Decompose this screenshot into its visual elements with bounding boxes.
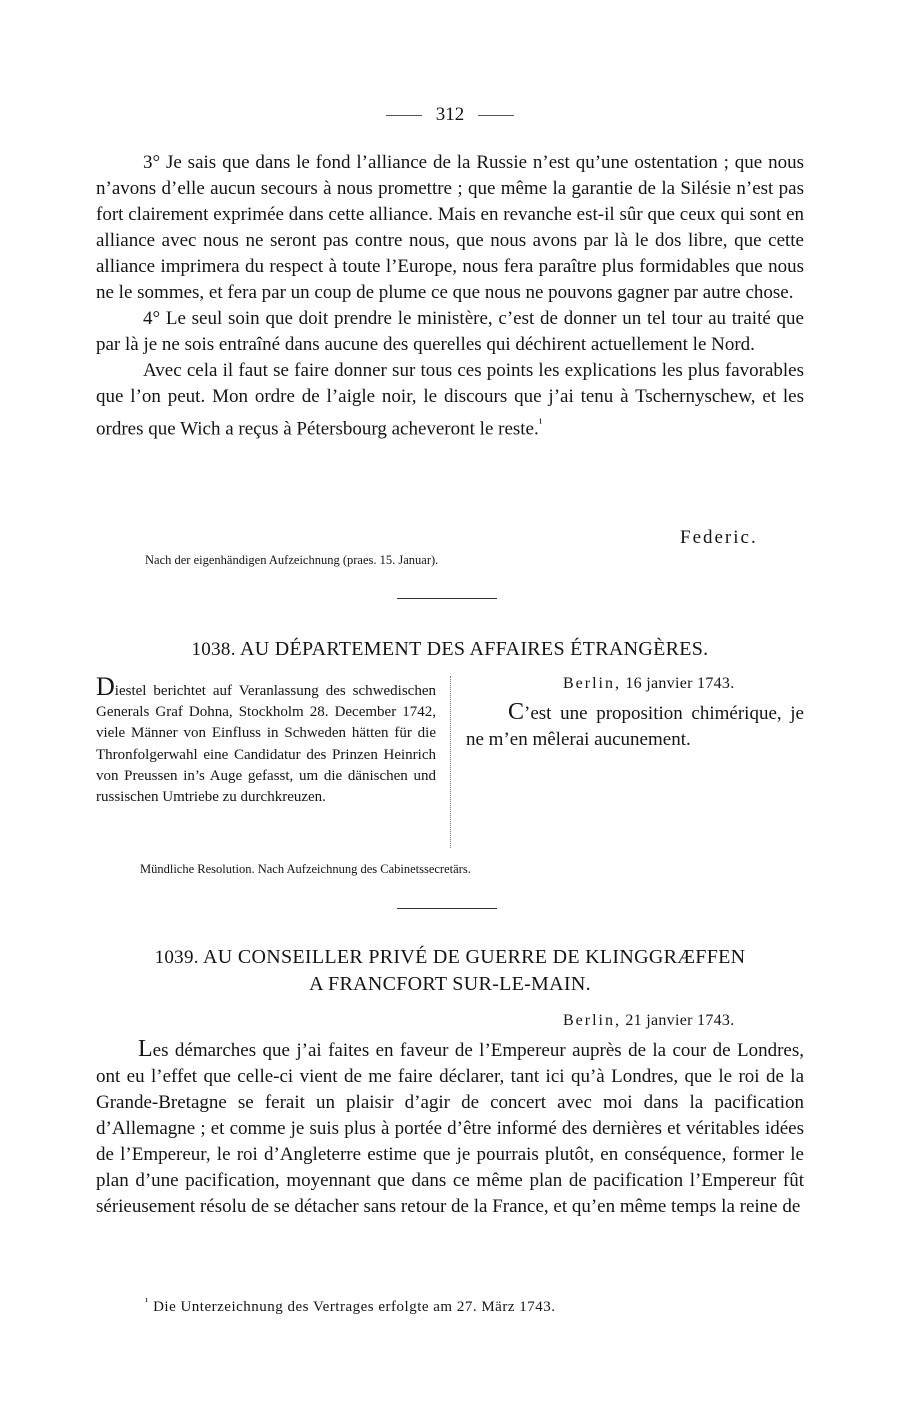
summary-initial: D [96,672,115,701]
doc2-summary: Diestel berichtet auf Veranlassung des schwedischen Generals Graf Dohna, Stockholm 28. December 1742, viele Männer von Einfluss in Schweden hätten für die Thronfolgerwahl eine Candidatur des Prinzen Heinrich von Preussen in’s Auge gefasst, um die dänischen und russischen Umtriebe zu durchkreuzen. [96,672,436,806]
doc2-title: AU DÉPARTEMENT DES AFFAIRES ÉTRANGÈRES. [239,638,709,660]
resolution-initial: C [508,699,525,725]
doc2-heading [96,636,804,663]
signature: Federic. [680,527,758,548]
doc1-paragraph: 3° Je sais que dans le fond l’alliance de la Russie n’est qu’une ostentation ; que nous n’avons d’elle aucun secours à nous promettre ; que même la garantie de la Silésie n’est pas fort clairement exprimée dans cette alliance. Mais en revanche est-il sûr que ceux qui sont en alliance avec nous ne seront pas contre nous, que nous avons par là le dos libre, que cette alliance imprimera du respect à toute l’Europe, nous fera paraître plus formidables que nous ne le sommes, et fera par un coup de plume ce que nous ne pouvons gagner par autre chose. [96,152,804,303]
page-number-dash-right [478,115,514,116]
section-separator [397,908,497,909]
doc2-dateline: Berlin, 16 janvier 1743. [563,675,735,692]
column-divider [450,676,451,848]
doc3-title-line2: A FRANCFORT SUR-LE-MAIN. [309,973,591,995]
doc1-paragraph: 4° Le seul soin que doit prendre le ministère, c’est de donner un tel tour au traité que par là je ne sois entraîné dans aucune des querelles qui déchirent actuellement le Nord. [96,308,804,355]
footnote [145,1296,556,1316]
doc1-body [96,150,804,442]
body-initial: L [138,1036,153,1062]
doc3-dateline: Berlin, 21 janvier 1743. [563,1012,735,1029]
doc2-source-note: Mündliche Resolution. Nach Aufzeichnung des Cabinetssecretärs. [140,862,471,876]
doc1-paragraph: Avec cela il faut se faire donner sur tous ces points les explications les plus favorables que l’on peut. Mon ordre de l’aigle noir, le discours que j’ai tenu à Tschernyschew, et les ordres que Wich a reçus à Pétersbourg acheveront le reste.$^{^1}$ [96,360,804,440]
footnote-text: Die Unterzeichnung des Vertrages erfolgte am 27. März 1743. [153,1299,556,1315]
section-separator [397,598,497,599]
doc3-heading [96,944,804,997]
doc3-body: Les démarches que j’ai faites en faveur de l’Empereur auprès de la cour de Londres, ont eu l’effet que celle-ci vient de me faire déclarer, tant ici qu’à Londres, que le roi de la Grande-Bretagne se ferait un plaisir d’agir de concert avec moi dans la pacification d’Allemagne ; et comme je suis plus à portée d’être informé des dernières et véritables idées de l’Empereur, le roi d’Angleterre estime que je pourrais plutôt, en conséquence, former le plan d’une pacification, moyennant que dans ce même plan de pacification l’Empereur fût sérieusement résolu de se détacher sans retour de la France, et qu’en même temps la reine de [96,1036,804,1217]
footnote-reference: ¹ [538,416,543,430]
page-number: 312 [0,104,900,126]
doc2-number: 1038. [191,639,236,660]
page-number-dash-left [386,115,422,116]
doc1-source-note: Nach der eigenhändigen Aufzeichnung (praes. 15. Januar). [145,553,439,567]
footnote-mark: ¹ [145,1296,149,1308]
doc3-title-line1: AU CONSEILLER PRIVÉ DE GUERRE DE KLINGGRÆFFEN [203,946,746,968]
doc3-number: 1039. [154,947,199,968]
doc2-resolution: C’est une proposition chimérique, je ne m’en mêlerai aucunement. [466,699,804,750]
